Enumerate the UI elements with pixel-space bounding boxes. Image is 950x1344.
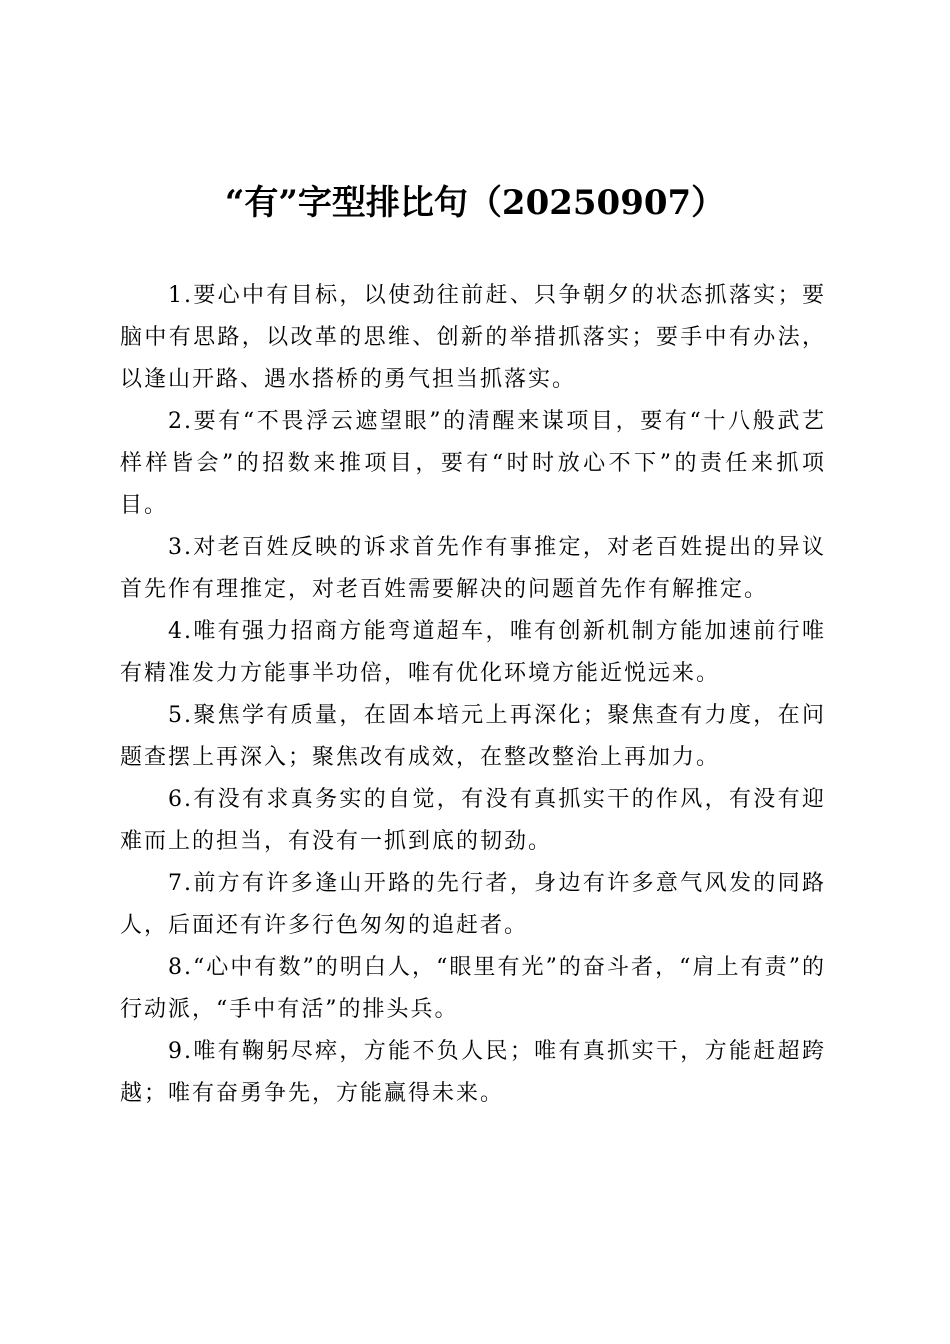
document-title: “有”字型排比句（20250907） (224, 183, 726, 223)
paragraph-5: 5.聚焦学有质量，在固本培元上再深化；聚焦查有力度，在问题查摆上再深入；聚焦改有成效，在整改整治上再加力。 (120, 703, 826, 770)
paragraph-1: 1.要心中有目标，以使劲往前赶、只争朝夕的状态抓落实；要脑中有思路，以改革的思维、创新的举措抓落实；要手中有办法，以逢山开路、遇水搭桥的勇气担当抓落实。 (120, 283, 826, 392)
paragraph-8: 8.“心中有数”的明白人，“眼里有光”的奋斗者，“肩上有责”的行动派，“手中有活”的排头兵。 (120, 955, 826, 1022)
paragraph-4: 4.唯有强力招商方能弯道超车，唯有创新机制方能加速前行唯有精准发力方能事半功倍，唯有优化环境方能近悦远来。 (120, 619, 826, 686)
paragraph-2: 2.要有“不畏浮云遮望眼”的清醒来谋项目，要有“十八般武艺样样皆会”的招数来推项目，要有“时时放心不下”的责任来抓项目。 (120, 409, 826, 518)
document-body (120, 275, 826, 1115)
paragraph-6: 6.有没有求真务实的自觉，有没有真抓实干的作风，有没有迎难而上的担当，有没有一抓到底的韧劲。 (120, 787, 826, 854)
paragraph-9: 9.唯有鞠躬尽瘁，方能不负人民；唯有真抓实干，方能赶超跨越；唯有奋勇争先，方能赢得未来。 (120, 1039, 826, 1106)
paragraph-3: 3.对老百姓反映的诉求首先作有事推定，对老百姓提出的异议首先作有理推定，对老百姓需要解决的问题首先作有解推定。 (120, 535, 826, 602)
paragraph-7: 7.前方有许多逢山开路的先行者，身边有许多意气风发的同路人，后面还有许多行色匆匆的追赶者。 (120, 871, 826, 938)
